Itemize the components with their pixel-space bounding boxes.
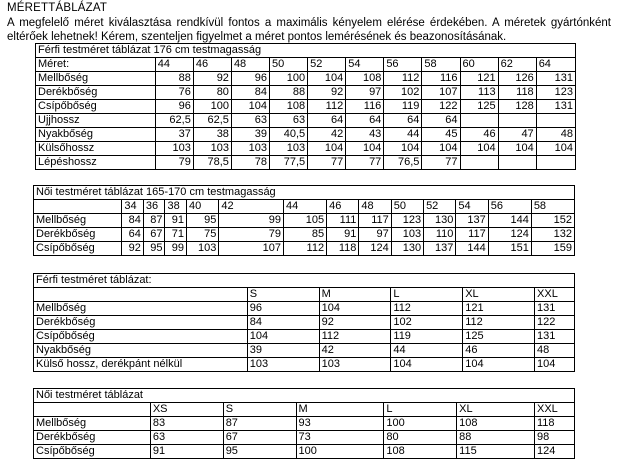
value-cell: 104 <box>463 358 535 372</box>
row-label-cell: Derékbőség <box>34 228 122 242</box>
value-cell: 100 <box>193 100 231 114</box>
size-header-cell: L <box>384 403 457 417</box>
value-cell: 75 <box>187 228 219 242</box>
table-row <box>36 72 576 86</box>
size-header-cell: M <box>319 288 391 302</box>
row-label-cell: Derékbőség <box>36 86 156 100</box>
value-cell: 80 <box>384 431 457 445</box>
value-cell: 118 <box>535 417 575 431</box>
row-label-cell: Ujjhossz <box>36 114 156 128</box>
value-cell: 110 <box>424 228 456 242</box>
value-cell <box>536 114 575 128</box>
value-cell: 117 <box>456 228 488 242</box>
value-cell: 64 <box>422 114 460 128</box>
value-cell: 79 <box>219 228 284 242</box>
value-cell: 125 <box>460 100 498 114</box>
value-cell: 78 <box>231 156 269 170</box>
value-cell: 91 <box>327 228 359 242</box>
value-cell: 91 <box>150 445 223 459</box>
size-header-cell: 34 <box>122 200 144 214</box>
table-row <box>34 431 575 445</box>
table-row <box>34 417 575 431</box>
value-cell: 92 <box>122 242 144 256</box>
size-header-cell: 54 <box>456 200 488 214</box>
value-cell: 112 <box>319 330 391 344</box>
value-cell: 111 <box>327 214 359 228</box>
value-cell: 64 <box>346 114 384 128</box>
value-cell: 107 <box>219 242 284 256</box>
size-header-cell: 52 <box>308 58 346 72</box>
value-cell: 118 <box>498 86 536 100</box>
value-cell: 77 <box>422 156 460 170</box>
value-cell: 103 <box>319 358 391 372</box>
value-cell: 80 <box>193 86 231 100</box>
value-cell: 102 <box>391 316 463 330</box>
value-cell: 151 <box>488 242 531 256</box>
table-row <box>34 214 575 228</box>
value-cell: 159 <box>531 242 574 256</box>
value-cell: 119 <box>384 100 422 114</box>
value-cell: 123 <box>536 86 575 100</box>
value-cell: 95 <box>223 445 296 459</box>
header-label-cell: Méret: <box>36 58 156 72</box>
value-cell: 46 <box>463 344 535 358</box>
value-cell: 42 <box>308 128 346 142</box>
table-row <box>36 156 576 170</box>
size-header-cell: 60 <box>460 58 498 72</box>
value-cell: 104 <box>247 330 319 344</box>
size-header-cell: 56 <box>384 58 422 72</box>
value-cell: 108 <box>457 417 535 431</box>
value-cell: 93 <box>296 417 384 431</box>
intro-text: A megfelelő méret kiválasztása rendkívül fontos a maximális kényelem elérése érdekében. A méretek gyártónként eltérőek lehetnek! Kérem, szenteljen figyelmet a méret pontos lemérésének és beazonosításának. <box>7 17 611 43</box>
value-cell: 88 <box>270 86 308 100</box>
table-row <box>36 114 576 128</box>
value-cell: 39 <box>231 128 269 142</box>
row-label-cell: Nyakbőség <box>34 344 248 358</box>
value-cell: 131 <box>535 302 575 316</box>
size-header-cell: XXL <box>535 403 575 417</box>
size-header-cell: XL <box>457 403 535 417</box>
value-cell: 108 <box>346 72 384 86</box>
men-size-table-176 <box>35 43 576 170</box>
value-cell: 45 <box>422 128 460 142</box>
value-cell: 83 <box>150 417 223 431</box>
value-cell: 87 <box>223 417 296 431</box>
value-cell: 98 <box>535 431 575 445</box>
value-cell: 43 <box>346 128 384 142</box>
value-cell: 76 <box>155 86 193 100</box>
value-cell: 79 <box>155 156 193 170</box>
row-label-cell: Külsőhossz <box>36 142 156 156</box>
table-header-row <box>34 288 575 302</box>
value-cell: 73 <box>296 431 384 445</box>
table-caption-row <box>34 389 575 403</box>
value-cell: 88 <box>457 431 535 445</box>
table-row <box>36 86 576 100</box>
value-cell: 67 <box>143 228 165 242</box>
value-cell: 104 <box>498 142 536 156</box>
value-cell: 122 <box>535 316 575 330</box>
row-label-cell: Lépéshossz <box>36 156 156 170</box>
table-row <box>34 302 575 316</box>
row-label-cell: Csípőbőség <box>36 100 156 114</box>
value-cell: 63 <box>150 431 223 445</box>
value-cell: 76,5 <box>384 156 422 170</box>
value-cell: 38 <box>193 128 231 142</box>
header-label-cell <box>34 403 151 417</box>
value-cell: 44 <box>384 128 422 142</box>
value-cell: 131 <box>535 330 575 344</box>
value-cell: 77 <box>308 156 346 170</box>
value-cell: 130 <box>424 214 456 228</box>
value-cell: 117 <box>359 214 391 228</box>
row-label-cell: Csípőbőség <box>34 242 122 256</box>
table-caption: Férfi testméret táblázat 176 cm testmagasság <box>36 44 576 58</box>
value-cell: 103 <box>391 228 423 242</box>
size-header-cell: 52 <box>424 200 456 214</box>
value-cell: 144 <box>456 242 488 256</box>
value-cell: 87 <box>143 214 165 228</box>
size-header-cell: S <box>223 403 296 417</box>
row-label-cell: Külső hossz, derékpánt nélkül <box>34 358 248 372</box>
row-label-cell: Csípőbőség <box>34 330 248 344</box>
table-row <box>34 330 575 344</box>
women-letter-size-table <box>33 388 575 459</box>
value-cell: 131 <box>536 72 575 86</box>
value-cell: 125 <box>463 330 535 344</box>
value-cell: 107 <box>422 86 460 100</box>
table-row <box>34 358 575 372</box>
value-cell: 96 <box>231 72 269 86</box>
size-header-cell: L <box>391 288 463 302</box>
size-header-cell: 38 <box>165 200 187 214</box>
table-row <box>34 242 575 256</box>
value-cell: 91 <box>165 214 187 228</box>
size-header-cell: 64 <box>536 58 575 72</box>
value-cell: 77 <box>346 156 384 170</box>
value-cell: 64 <box>308 114 346 128</box>
value-cell: 104 <box>422 142 460 156</box>
value-cell: 84 <box>122 214 144 228</box>
row-label-cell: Mellbőség <box>34 302 248 316</box>
value-cell: 84 <box>247 316 319 330</box>
value-cell <box>460 156 498 170</box>
value-cell: 104 <box>536 142 575 156</box>
value-cell: 100 <box>384 417 457 431</box>
row-label-cell: Nyakbőség <box>36 128 156 142</box>
value-cell: 103 <box>270 142 308 156</box>
size-header-cell: 44 <box>155 58 193 72</box>
value-cell: 71 <box>165 228 187 242</box>
value-cell: 104 <box>308 72 346 86</box>
table-header-row <box>34 403 575 417</box>
size-header-cell: 40 <box>187 200 219 214</box>
value-cell: 97 <box>346 86 384 100</box>
row-label-cell: Mellbőség <box>34 214 122 228</box>
table-caption: Női testméret táblázat <box>34 389 575 403</box>
row-label-cell: Derékbőség <box>34 431 151 445</box>
value-cell: 112 <box>283 242 326 256</box>
value-cell: 152 <box>531 214 574 228</box>
value-cell: 95 <box>143 242 165 256</box>
size-header-cell: 44 <box>283 200 326 214</box>
table-row <box>34 445 575 459</box>
value-cell: 64 <box>384 114 422 128</box>
value-cell: 103 <box>155 142 193 156</box>
row-label-cell: Derékbőség <box>34 316 248 330</box>
row-label-cell: Mellbőség <box>36 72 156 86</box>
value-cell: 37 <box>155 128 193 142</box>
value-cell: 40,5 <box>270 128 308 142</box>
value-cell: 132 <box>531 228 574 242</box>
value-cell: 48 <box>535 344 575 358</box>
value-cell: 102 <box>384 86 422 100</box>
value-cell: 112 <box>463 316 535 330</box>
value-cell: 103 <box>231 142 269 156</box>
value-cell: 126 <box>498 72 536 86</box>
value-cell: 67 <box>223 431 296 445</box>
size-header-cell: 46 <box>327 200 359 214</box>
value-cell: 99 <box>219 214 284 228</box>
size-header-cell: 54 <box>346 58 384 72</box>
table-caption: Női testméret táblázat 165-170 cm testmagasság <box>34 186 575 200</box>
table-row <box>36 100 576 114</box>
value-cell <box>498 114 536 128</box>
size-header-cell: 62 <box>498 58 536 72</box>
value-cell: 103 <box>247 358 319 372</box>
value-cell: 99 <box>165 242 187 256</box>
table-row <box>36 128 576 142</box>
value-cell: 92 <box>193 72 231 86</box>
value-cell: 104 <box>346 142 384 156</box>
value-cell: 62,5 <box>155 114 193 128</box>
value-cell: 115 <box>457 445 535 459</box>
value-cell: 116 <box>346 100 384 114</box>
value-cell: 104 <box>391 358 463 372</box>
table-caption-row <box>36 44 576 58</box>
value-cell: 96 <box>247 302 319 316</box>
value-cell: 62,5 <box>193 114 231 128</box>
value-cell: 97 <box>359 228 391 242</box>
table-caption-row <box>34 186 575 200</box>
size-header-cell: 50 <box>391 200 423 214</box>
value-cell: 47 <box>498 128 536 142</box>
row-label-cell: Csípőbőség <box>34 445 151 459</box>
value-cell: 137 <box>456 214 488 228</box>
table-row <box>36 142 576 156</box>
table-row <box>34 316 575 330</box>
size-header-cell: 56 <box>488 200 531 214</box>
value-cell: 128 <box>498 100 536 114</box>
value-cell: 112 <box>384 72 422 86</box>
table-row <box>34 344 575 358</box>
value-cell: 119 <box>391 330 463 344</box>
value-cell <box>536 156 575 170</box>
value-cell <box>498 156 536 170</box>
value-cell: 84 <box>231 86 269 100</box>
value-cell: 39 <box>247 344 319 358</box>
value-cell: 44 <box>391 344 463 358</box>
value-cell <box>460 114 498 128</box>
value-cell: 92 <box>308 86 346 100</box>
value-cell: 118 <box>327 242 359 256</box>
size-header-cell: 46 <box>193 58 231 72</box>
value-cell: 103 <box>193 142 231 156</box>
value-cell: 103 <box>187 242 219 256</box>
women-size-table-165-170 <box>33 185 575 256</box>
value-cell: 108 <box>270 100 308 114</box>
value-cell: 124 <box>535 445 575 459</box>
value-cell: 137 <box>424 242 456 256</box>
value-cell: 104 <box>231 100 269 114</box>
size-header-cell: M <box>296 403 384 417</box>
size-header-cell: 48 <box>359 200 391 214</box>
row-label-cell: Mellbőség <box>34 417 151 431</box>
value-cell: 130 <box>391 242 423 256</box>
size-header-cell: 42 <box>219 200 284 214</box>
value-cell: 104 <box>460 142 498 156</box>
value-cell: 105 <box>283 214 326 228</box>
value-cell: 46 <box>460 128 498 142</box>
size-header-cell: XXL <box>535 288 575 302</box>
value-cell: 116 <box>422 72 460 86</box>
size-header-cell: XL <box>463 288 535 302</box>
value-cell: 121 <box>463 302 535 316</box>
value-cell: 131 <box>536 100 575 114</box>
table-header-row <box>34 200 575 214</box>
value-cell: 122 <box>422 100 460 114</box>
value-cell: 63 <box>270 114 308 128</box>
value-cell: 124 <box>359 242 391 256</box>
value-cell: 77,5 <box>270 156 308 170</box>
value-cell: 64 <box>122 228 144 242</box>
value-cell: 42 <box>319 344 391 358</box>
table-header-row <box>36 58 576 72</box>
value-cell: 121 <box>460 72 498 86</box>
value-cell: 63 <box>231 114 269 128</box>
value-cell: 48 <box>536 128 575 142</box>
value-cell: 104 <box>308 142 346 156</box>
value-cell: 112 <box>308 100 346 114</box>
value-cell: 112 <box>391 302 463 316</box>
size-header-cell: 58 <box>422 58 460 72</box>
table-caption: Férfi testméret táblázat: <box>34 274 575 288</box>
table-caption-row <box>34 274 575 288</box>
value-cell: 104 <box>384 142 422 156</box>
size-header-cell: XS <box>150 403 223 417</box>
value-cell: 104 <box>535 358 575 372</box>
size-header-cell: 50 <box>270 58 308 72</box>
size-header-cell: 58 <box>531 200 574 214</box>
value-cell: 123 <box>391 214 423 228</box>
value-cell: 104 <box>319 302 391 316</box>
value-cell: 96 <box>155 100 193 114</box>
value-cell: 78,5 <box>193 156 231 170</box>
value-cell: 95 <box>187 214 219 228</box>
header-label-cell <box>34 288 248 302</box>
size-header-cell: S <box>247 288 319 302</box>
value-cell: 124 <box>488 228 531 242</box>
value-cell: 100 <box>296 445 384 459</box>
value-cell: 113 <box>460 86 498 100</box>
value-cell: 144 <box>488 214 531 228</box>
header-label-cell <box>34 200 122 214</box>
value-cell: 85 <box>283 228 326 242</box>
value-cell: 88 <box>155 72 193 86</box>
value-cell: 108 <box>384 445 457 459</box>
value-cell: 92 <box>319 316 391 330</box>
value-cell: 100 <box>270 72 308 86</box>
page-title: MÉRETTÁBLÁZAT <box>7 2 108 14</box>
table-row <box>34 228 575 242</box>
size-header-cell: 48 <box>231 58 269 72</box>
men-letter-size-table <box>33 273 575 372</box>
size-header-cell: 36 <box>143 200 165 214</box>
